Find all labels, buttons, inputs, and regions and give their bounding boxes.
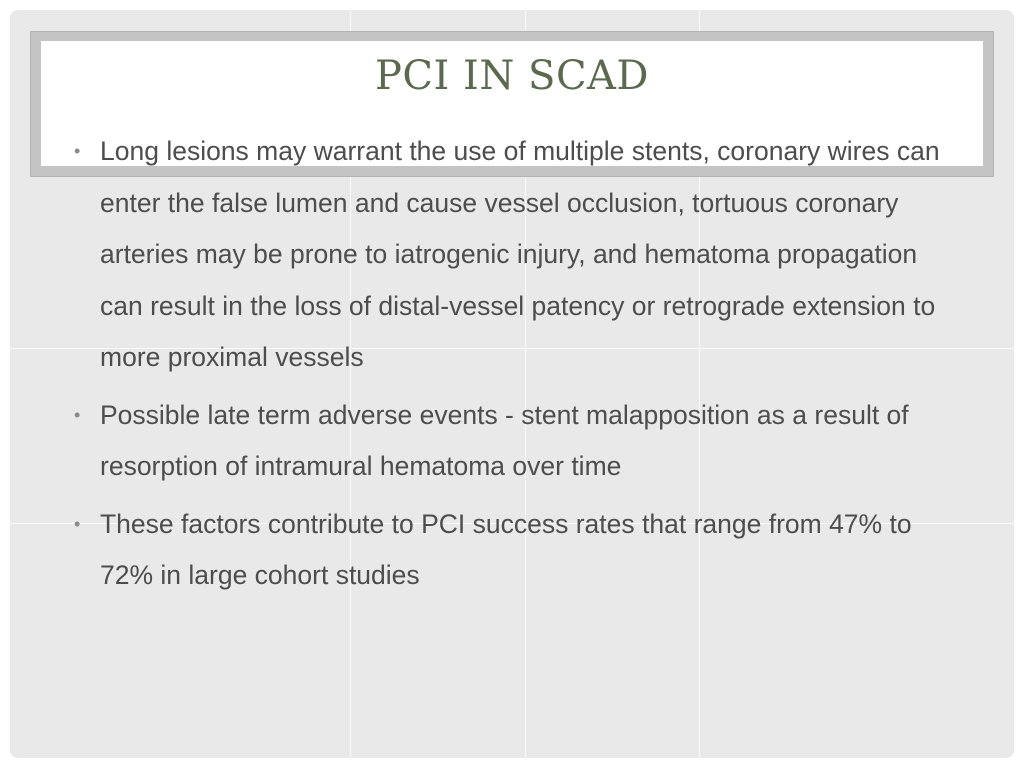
bullet-icon: • — [74, 404, 81, 425]
slide — [10, 10, 1014, 758]
bullet-icon: • — [74, 141, 81, 161]
slide-title: PCI IN SCAD — [374, 53, 649, 99]
bullet-icon: • — [74, 513, 81, 534]
bullet-item — [72, 499, 952, 602]
bullet-item — [72, 126, 952, 384]
bullet-text: These factors contribute to PCI success rates that range from 47% to 72% in large cohort studies — [100, 508, 912, 590]
bullet-item — [72, 390, 952, 493]
bullet-list — [72, 126, 952, 608]
bullet-text: Possible late term adverse events - stent malapposition as a result of resorption of intramural hematoma over time — [100, 399, 909, 481]
bullet-text: Long lesions may warrant the use of multiple stents, coronary wires can enter the false lumen and cause vessel occlusion, tortuous coronary arteries may be prone to iatrogenic injury, and hematoma propagation can result in the loss of distal-vessel patency or retrograde extension to more proximal vessels — [100, 136, 940, 372]
